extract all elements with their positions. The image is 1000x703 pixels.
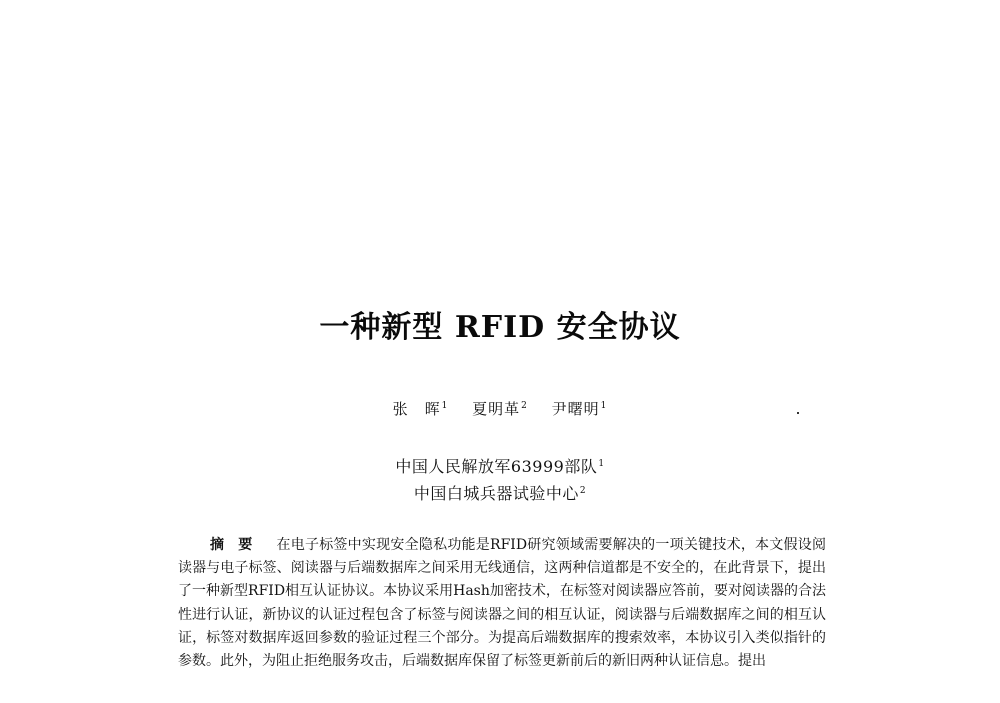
author-affiliation-mark: 1 (441, 401, 449, 411)
author-affiliation-mark: 2 (521, 401, 528, 411)
abstract-text: 在电子标签中实现安全隐私功能是RFID研究领域需要解决的一项关键技术，本文假设阅读器与电子标签、阅读器与后端数据库之间采用无线通信，这两种信道都是不安全的，在此背景下，提出了一种新型RFID相互认证协议。本协议采用Hash加密技术，在标签对阅读器应答前，要对阅读器的合法性进行认证，新协议的认证过程包含了标签与阅读器之间的相互认证，阅读器与后端数据库之间的相互认证，标签对数据库返回参数的验证过程三个部分。为提高后端数据库的搜索效率，本协议引入类似指针的参数。此外，为阻止拒绝服务攻击，后端数据库保留了标签更新前后的新旧两种认证信息。提出 (178, 537, 827, 670)
abstract-label: 摘要 (210, 537, 267, 553)
author (472, 398, 528, 419)
scan-speck (797, 412, 799, 414)
affiliation (0, 454, 1000, 477)
paper-title: 一种新型 RFID 安全协议 (319, 310, 681, 345)
abstract-paragraph (178, 534, 826, 673)
author (552, 398, 608, 419)
author-name: 夏明革 (472, 400, 521, 418)
author (393, 398, 449, 419)
author-list (0, 398, 1000, 419)
affiliation-mark: 1 (598, 458, 605, 469)
affiliation (0, 481, 1000, 504)
author-affiliation-mark: 1 (600, 401, 608, 411)
author-name: 尹曙明 (551, 400, 600, 418)
affiliation-mark: 2 (579, 485, 587, 496)
author-name: 张 晖 (392, 400, 441, 418)
affiliation-text: 中国人民解放军63999部队 (395, 457, 598, 476)
affiliation-text: 中国白城兵器试验中心 (413, 484, 579, 503)
abstract (178, 534, 826, 673)
